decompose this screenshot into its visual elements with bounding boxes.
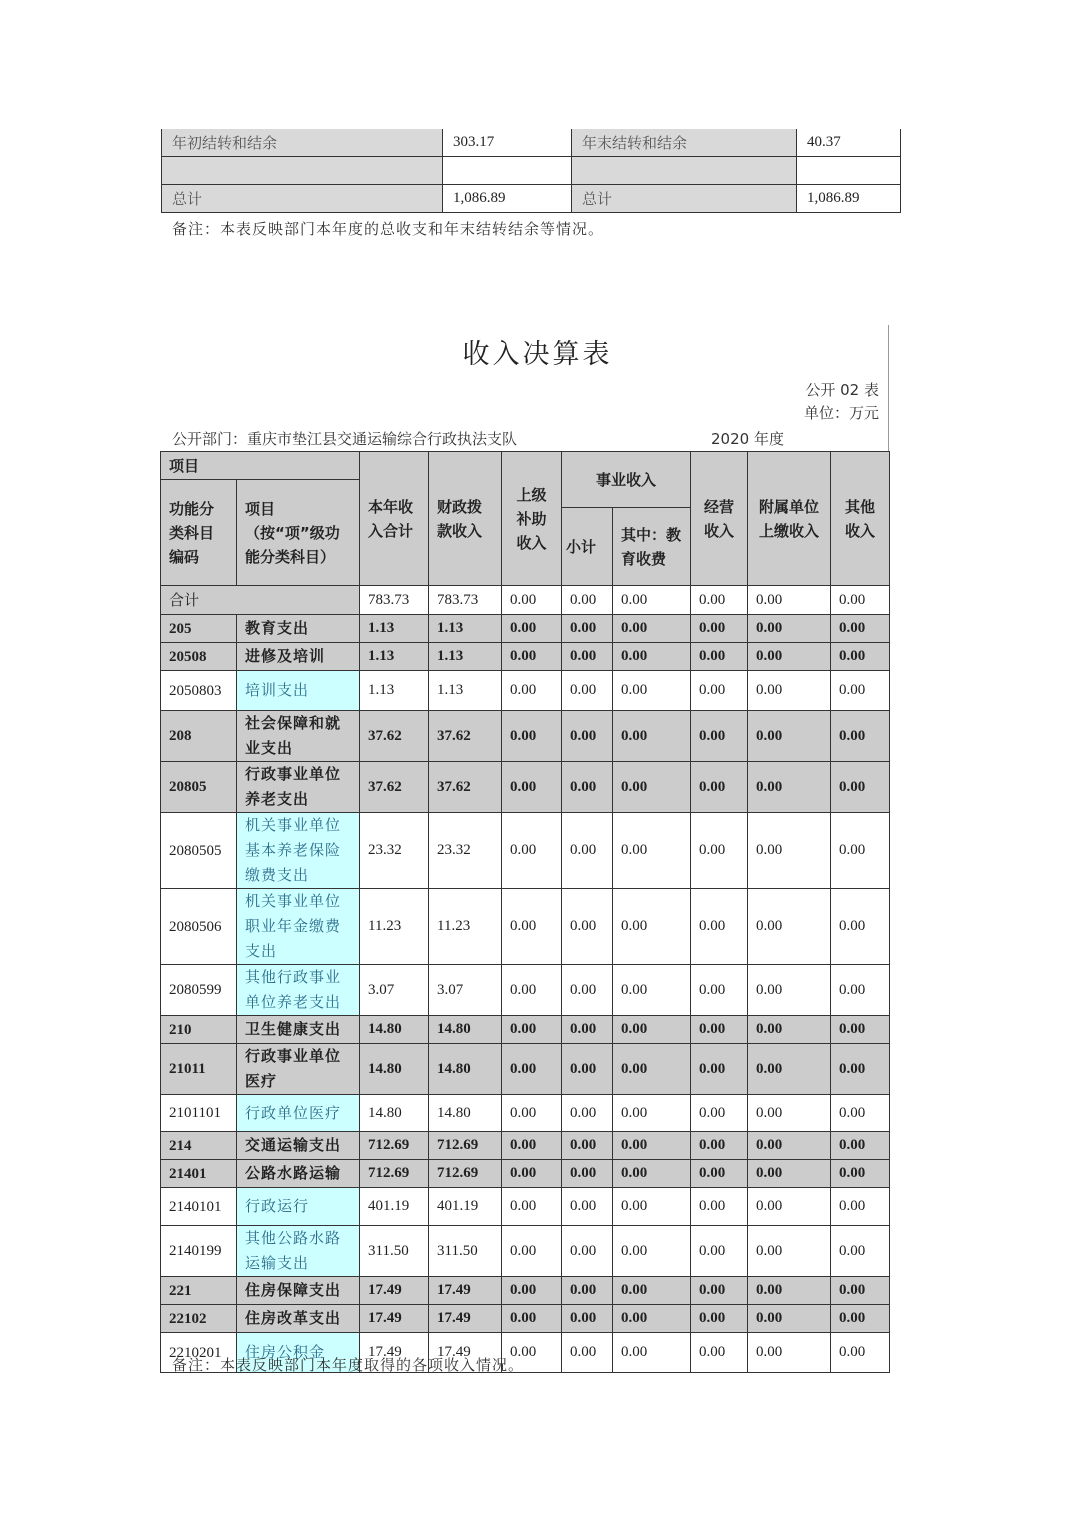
row-name-cell: 其他公路水路运输支出 — [237, 1226, 360, 1277]
row-edu-cell: 0.00 — [613, 1160, 691, 1188]
summary-left-value — [443, 157, 572, 185]
row-edu-cell: 0.00 — [613, 671, 691, 711]
table-row — [161, 813, 890, 889]
summary-right-label: 年末结转和结余 — [572, 129, 797, 157]
row-superior-cell: 0.00 — [502, 1095, 562, 1132]
row-code-cell: 2080599 — [161, 965, 237, 1016]
row-operating-cell: 0.00 — [691, 1095, 748, 1132]
row-superior-cell: 0.00 — [502, 813, 562, 889]
row-total-cell: 37.62 — [360, 711, 429, 762]
row-sub-cell: 0.00 — [562, 813, 613, 889]
row-fiscal-cell: 37.62 — [429, 711, 502, 762]
row-other-cell: 0.00 — [831, 643, 890, 671]
row-fiscal-cell: 37.62 — [429, 762, 502, 813]
row-sub-cell: 0.00 — [562, 965, 613, 1016]
row-name-cell: 住房改革支出 — [237, 1305, 360, 1333]
row-other-cell: 0.00 — [831, 1016, 890, 1044]
row-edu-cell: 0.00 — [613, 813, 691, 889]
row-total-cell: 401.19 — [360, 1188, 429, 1226]
table-row — [161, 1160, 890, 1188]
row-operating-cell: 0.00 — [691, 671, 748, 711]
row-name-cell: 教育支出 — [237, 615, 360, 643]
row-other-cell: 0.00 — [831, 711, 890, 762]
row-sub-cell: 0.00 — [562, 1305, 613, 1333]
row-edu-cell: 0.00 — [613, 1095, 691, 1132]
row-superior-cell: 0.00 — [502, 965, 562, 1016]
summary-right-value: 40.37 — [797, 129, 901, 157]
header-project: 项目 — [161, 452, 360, 480]
row-sub-cell: 0.00 — [562, 1226, 613, 1277]
row-superior-cell: 0.00 — [502, 643, 562, 671]
table-row — [161, 889, 890, 965]
row-edu-cell: 0.00 — [613, 889, 691, 965]
row-superior-cell: 0.00 — [502, 711, 562, 762]
row-sub-cell: 0.00 — [562, 1277, 613, 1305]
row-affiliated-cell: 0.00 — [748, 762, 831, 813]
row-sub-cell: 0.00 — [562, 1333, 613, 1373]
year-label: 2020 年度 — [711, 430, 784, 448]
row-code-cell: 214 — [161, 1132, 237, 1160]
table-row — [161, 1305, 890, 1333]
row-affiliated-cell: 0.00 — [748, 1333, 831, 1373]
row-sub-cell: 0.00 — [562, 889, 613, 965]
row-other-cell: 0.00 — [831, 1188, 890, 1226]
summary-row-total — [162, 185, 901, 213]
header-superior: 上级补助收入 — [502, 452, 562, 586]
row-name-cell: 培训支出 — [237, 671, 360, 711]
row-total-cell: 1.13 — [360, 615, 429, 643]
table-row — [161, 1016, 890, 1044]
row-code-cell: 21401 — [161, 1160, 237, 1188]
table-row — [161, 1132, 890, 1160]
row-sub-cell: 0.00 — [562, 1188, 613, 1226]
table-body — [161, 586, 890, 1373]
header-total: 本年收入合计 — [360, 452, 429, 586]
header-other: 其他收入 — [831, 452, 890, 586]
row-name-cell: 行政运行 — [237, 1188, 360, 1226]
row-other-cell: 0.00 — [831, 1305, 890, 1333]
row-affiliated-cell: 0.00 — [748, 965, 831, 1016]
row-fiscal-cell: 401.19 — [429, 1188, 502, 1226]
row-fiscal-cell: 14.80 — [429, 1044, 502, 1095]
row-edu-cell: 0.00 — [613, 1277, 691, 1305]
row-code-cell: 205 — [161, 615, 237, 643]
table-header — [161, 452, 890, 586]
report-title: 收入决算表 — [462, 339, 613, 370]
row-operating-cell: 0.00 — [691, 1160, 748, 1188]
summary-row-blank — [162, 157, 901, 185]
summary-table — [161, 129, 901, 213]
row-superior-cell: 0.00 — [502, 1333, 562, 1373]
row-name-cell: 行政事业单位医疗 — [237, 1044, 360, 1095]
row-operating-cell: 0.00 — [691, 615, 748, 643]
row-other-cell: 0.00 — [831, 965, 890, 1016]
row-code-cell: 20508 — [161, 643, 237, 671]
row-operating-cell: 0.00 — [691, 1333, 748, 1373]
row-operating-cell: 0.00 — [691, 762, 748, 813]
row-superior-cell: 0.00 — [502, 1277, 562, 1305]
row-operating-cell: 0.00 — [691, 813, 748, 889]
row-other-cell: 0.00 — [831, 1095, 890, 1132]
row-fiscal-cell: 3.07 — [429, 965, 502, 1016]
row-total-cell: 37.62 — [360, 762, 429, 813]
row-sub-cell: 0.00 — [562, 762, 613, 813]
total-other-cell: 0.00 — [831, 586, 890, 615]
table-row — [161, 762, 890, 813]
department-label: 公开部门：重庆市垫江县交通运输综合行政执法支队 — [172, 430, 518, 448]
row-affiliated-cell: 0.00 — [748, 1188, 831, 1226]
row-superior-cell: 0.00 — [502, 762, 562, 813]
row-total-cell: 3.07 — [360, 965, 429, 1016]
summary-right-value — [797, 157, 901, 185]
row-affiliated-cell: 0.00 — [748, 889, 831, 965]
table-row — [161, 711, 890, 762]
row-name-cell: 行政事业单位养老支出 — [237, 762, 360, 813]
table-row — [161, 1277, 890, 1305]
row-fiscal-cell: 712.69 — [429, 1132, 502, 1160]
row-code-cell: 2080505 — [161, 813, 237, 889]
row-name-cell: 住房公积金 — [237, 1333, 360, 1373]
row-edu-cell: 0.00 — [613, 1016, 691, 1044]
unit-label: 单位：万元 — [803, 404, 879, 422]
table-row — [161, 965, 890, 1016]
summary-left-value: 1,086.89 — [443, 185, 572, 213]
row-name-cell: 交通运输支出 — [237, 1132, 360, 1160]
row-operating-cell: 0.00 — [691, 1132, 748, 1160]
table-row — [161, 1095, 890, 1132]
table-row — [161, 1188, 890, 1226]
row-name-cell: 其他行政事业单位养老支出 — [237, 965, 360, 1016]
row-operating-cell: 0.00 — [691, 1016, 748, 1044]
total-row — [161, 586, 890, 615]
row-code-cell: 2050803 — [161, 671, 237, 711]
row-name-cell: 机关事业单位基本养老保险缴费支出 — [237, 813, 360, 889]
row-other-cell: 0.00 — [831, 1132, 890, 1160]
row-fiscal-cell: 11.23 — [429, 889, 502, 965]
row-sub-cell: 0.00 — [562, 1132, 613, 1160]
row-other-cell: 0.00 — [831, 1277, 890, 1305]
row-edu-cell: 0.00 — [613, 1333, 691, 1373]
table-number: 公开 02 表 — [805, 381, 879, 399]
row-name-cell: 行政单位医疗 — [237, 1095, 360, 1132]
row-total-cell: 11.23 — [360, 889, 429, 965]
row-total-cell: 17.49 — [360, 1277, 429, 1305]
row-name-cell: 社会保障和就业支出 — [237, 711, 360, 762]
row-superior-cell: 0.00 — [502, 1188, 562, 1226]
row-superior-cell: 0.00 — [502, 1016, 562, 1044]
row-fiscal-cell: 712.69 — [429, 1160, 502, 1188]
row-affiliated-cell: 0.00 — [748, 1277, 831, 1305]
row-fiscal-cell: 1.13 — [429, 671, 502, 711]
row-operating-cell: 0.00 — [691, 1277, 748, 1305]
row-affiliated-cell: 0.00 — [748, 1132, 831, 1160]
row-sub-cell: 0.00 — [562, 1095, 613, 1132]
row-other-cell: 0.00 — [831, 1160, 890, 1188]
row-edu-cell: 0.00 — [613, 1188, 691, 1226]
header-fiscal: 财政拨款收入 — [429, 452, 502, 586]
table-row — [161, 643, 890, 671]
row-code-cell: 20805 — [161, 762, 237, 813]
row-edu-cell: 0.00 — [613, 615, 691, 643]
row-fiscal-cell: 17.49 — [429, 1333, 502, 1373]
row-sub-cell: 0.00 — [562, 615, 613, 643]
total-superior-cell: 0.00 — [502, 586, 562, 615]
summary-left-label: 总计 — [162, 185, 443, 213]
total-label: 合计 — [161, 586, 360, 615]
row-affiliated-cell: 0.00 — [748, 813, 831, 889]
table-row — [161, 671, 890, 711]
row-operating-cell: 0.00 — [691, 643, 748, 671]
total-sub-cell: 0.00 — [562, 586, 613, 615]
row-total-cell: 1.13 — [360, 671, 429, 711]
row-fiscal-cell: 23.32 — [429, 813, 502, 889]
row-sub-cell: 0.00 — [562, 643, 613, 671]
row-code-cell: 2101101 — [161, 1095, 237, 1132]
row-affiliated-cell: 0.00 — [748, 643, 831, 671]
row-total-cell: 311.50 — [360, 1226, 429, 1277]
total-total-cell: 783.73 — [360, 586, 429, 615]
row-total-cell: 17.49 — [360, 1333, 429, 1373]
header-code: 功能分类科目编码 — [161, 480, 237, 586]
row-edu-cell: 0.00 — [613, 1132, 691, 1160]
row-sub-cell: 0.00 — [562, 1044, 613, 1095]
row-operating-cell: 0.00 — [691, 1305, 748, 1333]
row-affiliated-cell: 0.00 — [748, 1044, 831, 1095]
summary-left-label: 年初结转和结余 — [162, 129, 443, 157]
header-operating: 经营收入 — [691, 452, 748, 586]
header-education: 其中：教育收费 — [613, 508, 691, 586]
row-name-cell: 卫生健康支出 — [237, 1016, 360, 1044]
row-operating-cell: 0.00 — [691, 1226, 748, 1277]
row-affiliated-cell: 0.00 — [748, 615, 831, 643]
row-code-cell: 2080506 — [161, 889, 237, 965]
row-affiliated-cell: 0.00 — [748, 1305, 831, 1333]
row-superior-cell: 0.00 — [502, 1226, 562, 1277]
row-code-cell: 210 — [161, 1016, 237, 1044]
row-affiliated-cell: 0.00 — [748, 1016, 831, 1044]
row-sub-cell: 0.00 — [562, 671, 613, 711]
row-operating-cell: 0.00 — [691, 965, 748, 1016]
row-edu-cell: 0.00 — [613, 643, 691, 671]
row-edu-cell: 0.00 — [613, 711, 691, 762]
row-edu-cell: 0.00 — [613, 1044, 691, 1095]
header-subtotal: 小计 — [562, 508, 613, 586]
table-row — [161, 1226, 890, 1277]
row-fiscal-cell: 17.49 — [429, 1277, 502, 1305]
header-affiliated: 附属单位上缴收入 — [748, 452, 831, 586]
row-other-cell: 0.00 — [831, 1226, 890, 1277]
row-other-cell: 0.00 — [831, 615, 890, 643]
row-name-cell: 机关事业单位职业年金缴费支出 — [237, 889, 360, 965]
row-total-cell: 14.80 — [360, 1016, 429, 1044]
row-superior-cell: 0.00 — [502, 1305, 562, 1333]
row-superior-cell: 0.00 — [502, 671, 562, 711]
row-edu-cell: 0.00 — [613, 965, 691, 1016]
row-other-cell: 0.00 — [831, 762, 890, 813]
row-code-cell: 21011 — [161, 1044, 237, 1095]
total-affiliated-cell: 0.00 — [748, 586, 831, 615]
row-superior-cell: 0.00 — [502, 615, 562, 643]
row-superior-cell: 0.00 — [502, 889, 562, 965]
total-fiscal-cell: 783.73 — [429, 586, 502, 615]
row-total-cell: 712.69 — [360, 1160, 429, 1188]
row-affiliated-cell: 0.00 — [748, 711, 831, 762]
row-code-cell: 221 — [161, 1277, 237, 1305]
row-fiscal-cell: 14.80 — [429, 1095, 502, 1132]
summary-right-label — [572, 157, 797, 185]
row-affiliated-cell: 0.00 — [748, 1095, 831, 1132]
row-operating-cell: 0.00 — [691, 1044, 748, 1095]
row-affiliated-cell: 0.00 — [748, 1160, 831, 1188]
summary-note: 备注：本表反映部门本年度的总收支和年末结转结余等情况。 — [172, 220, 605, 238]
summary-left-label — [162, 157, 443, 185]
income-table — [160, 451, 890, 1373]
row-affiliated-cell: 0.00 — [748, 671, 831, 711]
row-code-cell: 22102 — [161, 1305, 237, 1333]
header-business: 事业收入 — [562, 452, 691, 508]
row-code-cell: 2140199 — [161, 1226, 237, 1277]
row-other-cell: 0.00 — [831, 671, 890, 711]
row-fiscal-cell: 17.49 — [429, 1305, 502, 1333]
row-operating-cell: 0.00 — [691, 1188, 748, 1226]
total-operating-cell: 0.00 — [691, 586, 748, 615]
summary-right-label: 总计 — [572, 185, 797, 213]
row-affiliated-cell: 0.00 — [748, 1226, 831, 1277]
row-edu-cell: 0.00 — [613, 1305, 691, 1333]
table-row — [161, 615, 890, 643]
header-name: 项目（按“项”级功能分类科目） — [237, 480, 360, 586]
report-note: 备注：本表反映部门本年度取得的各项收入情况。 — [172, 1356, 525, 1374]
row-name-cell: 公路水路运输 — [237, 1160, 360, 1188]
total-edu-cell: 0.00 — [613, 586, 691, 615]
row-edu-cell: 0.00 — [613, 762, 691, 813]
row-superior-cell: 0.00 — [502, 1160, 562, 1188]
row-superior-cell: 0.00 — [502, 1132, 562, 1160]
row-sub-cell: 0.00 — [562, 1016, 613, 1044]
row-name-cell: 住房保障支出 — [237, 1277, 360, 1305]
row-sub-cell: 0.00 — [562, 1160, 613, 1188]
row-code-cell: 208 — [161, 711, 237, 762]
row-fiscal-cell: 311.50 — [429, 1226, 502, 1277]
row-code-cell: 2210201 — [161, 1333, 237, 1373]
row-other-cell: 0.00 — [831, 1333, 890, 1373]
summary-right-value: 1,086.89 — [797, 185, 901, 213]
row-fiscal-cell: 1.13 — [429, 615, 502, 643]
row-total-cell: 23.32 — [360, 813, 429, 889]
row-operating-cell: 0.00 — [691, 889, 748, 965]
row-other-cell: 0.00 — [831, 889, 890, 965]
row-total-cell: 17.49 — [360, 1305, 429, 1333]
row-fiscal-cell: 14.80 — [429, 1016, 502, 1044]
row-name-cell: 进修及培训 — [237, 643, 360, 671]
row-total-cell: 14.80 — [360, 1095, 429, 1132]
row-operating-cell: 0.00 — [691, 711, 748, 762]
row-other-cell: 0.00 — [831, 1044, 890, 1095]
row-code-cell: 2140101 — [161, 1188, 237, 1226]
row-total-cell: 1.13 — [360, 643, 429, 671]
row-fiscal-cell: 1.13 — [429, 643, 502, 671]
row-total-cell: 712.69 — [360, 1132, 429, 1160]
table-row — [161, 1044, 890, 1095]
row-sub-cell: 0.00 — [562, 711, 613, 762]
row-superior-cell: 0.00 — [502, 1044, 562, 1095]
summary-row-opening — [162, 129, 901, 157]
row-total-cell: 14.80 — [360, 1044, 429, 1095]
summary-left-value: 303.17 — [443, 129, 572, 157]
row-edu-cell: 0.00 — [613, 1226, 691, 1277]
row-other-cell: 0.00 — [831, 813, 890, 889]
